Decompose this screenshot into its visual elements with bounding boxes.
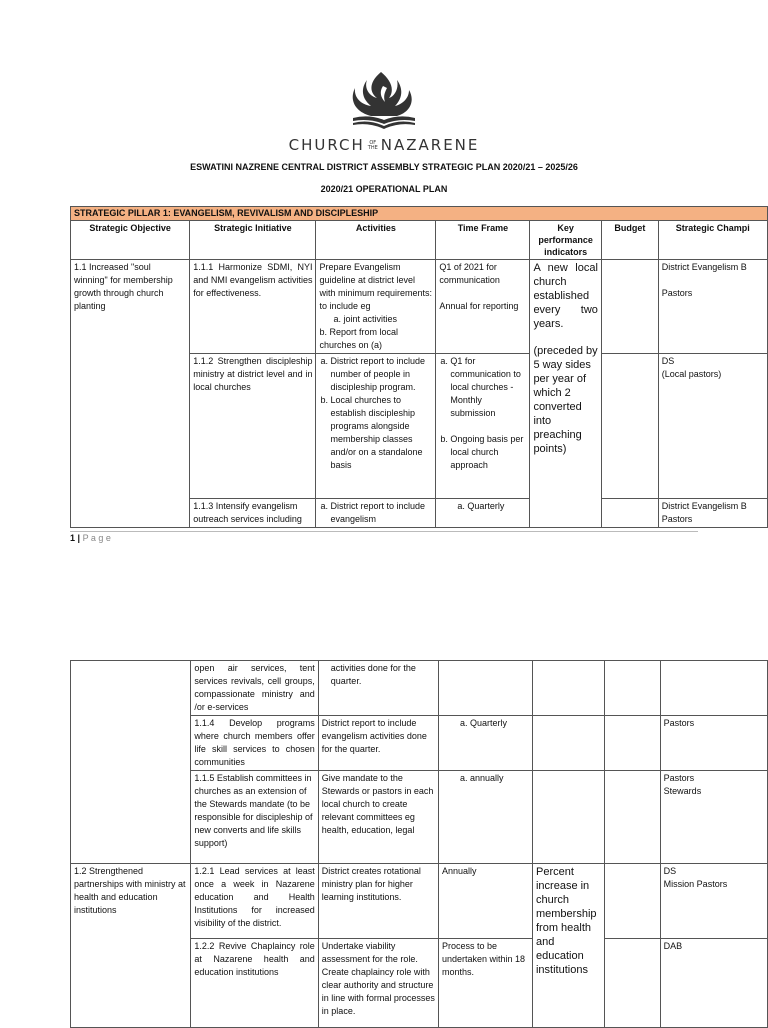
budget-cell — [604, 771, 660, 864]
objective-1-2: 1.2 Strengthened partnerships with ministry at health and education institutions — [71, 864, 191, 1028]
page-footer: 1 | P a g e — [70, 533, 111, 543]
activity-cell: activities done for the quarter. — [318, 661, 438, 716]
kpi-cell — [532, 771, 604, 864]
church-logo — [0, 68, 768, 154]
kpi-cell: A new local church established every two years. (preceded by 5 way sides per year of which 2 converted into preaching points) — [530, 260, 601, 528]
budget-cell — [604, 661, 660, 716]
header-objective: Strategic Objective — [71, 221, 190, 260]
table-row — [71, 260, 768, 354]
header-champion: Strategic Champi — [658, 221, 767, 260]
strategic-pillar-heading: STRATEGIC PILLAR 1: EVANGELISM, REVIVALISM AND DISCIPLESHIP — [71, 207, 768, 221]
timeframe-cell: a. Quarterly — [436, 499, 530, 528]
operational-plan-table — [70, 206, 768, 528]
champion-cell: District Evangelism B Pastors — [658, 260, 767, 354]
activity-cell: Prepare Evangelism guideline at district level with minimum requirements: to include eg a. joint activities b. Report from local churches on (a) — [316, 260, 436, 354]
champion-cell: Pastors Stewards — [660, 771, 767, 864]
initiative-1-1-5: 1.1.5 Establish committees in churches as an extension of the Stewards mandate (to be responsible for discipleship of new converts and life skills support) — [191, 771, 318, 864]
budget-cell — [601, 499, 658, 528]
table-row — [71, 864, 768, 939]
champion-cell: Pastors — [660, 716, 767, 771]
header-timeframe: Time Frame — [436, 221, 530, 260]
activity-cell: a. District report to include number of people in discipleship program. b. Local churches to establish discipleship programs alongside membership classes and/or on a standalone basis — [316, 354, 436, 499]
header-activities: Activities — [316, 221, 436, 260]
objective-1-1: 1.1 Increased "soul winning" for membership growth through church planting — [71, 260, 190, 528]
kpi-cell — [532, 716, 604, 771]
budget-cell — [601, 260, 658, 354]
champion-cell — [660, 661, 767, 716]
table-row — [71, 661, 768, 716]
initiative-1-2-1: 1.2.1 Lead services at least once a week in Nazarene education and Health Institutions for increased visibility of the district. — [191, 864, 318, 939]
document-title: ESWATINI NAZRENE CENTRAL DISTRICT ASSEMBLY STRATEGIC PLAN 2020/21 – 2025/26 — [190, 162, 578, 172]
champion-cell: DAB — [660, 939, 767, 1028]
activity-cell: District report to include evangelism activities done for the quarter. — [318, 716, 438, 771]
timeframe-cell — [438, 661, 532, 716]
initiative-1-1-2: 1.1.2 Strengthen discipleship ministry at district level and in local churches — [190, 354, 316, 499]
champion-cell: DS (Local pastors) — [658, 354, 767, 499]
activity-cell: Give mandate to the Stewards or pastors in each local church to create relevant committees eg health, education, legal — [318, 771, 438, 864]
kpi-cell: Percent increase in church membership from health and education institutions — [532, 864, 604, 1028]
budget-cell — [601, 354, 658, 499]
timeframe-cell: Annually — [438, 864, 532, 939]
timeframe-cell: a. Q1 for communication to local churches -Monthly submission b. Ongoing basis per local church approach — [436, 354, 530, 499]
operational-plan-table-continued — [70, 660, 768, 1028]
flame-book-icon — [339, 68, 429, 134]
champion-cell: DS Mission Pastors — [660, 864, 767, 939]
document-page-2 — [0, 660, 768, 1024]
initiative-1-1-4: 1.1.4 Develop programs where church members offer life skill services to chosen communities — [191, 716, 318, 771]
champion-cell: District Evangelism B Pastors — [658, 499, 767, 528]
logo-wordmark: CHURCH OF THE NAZARENE — [288, 136, 480, 154]
footer-divider — [70, 531, 698, 532]
initiative-continued: open air services, tent services revivals, cell groups, compassionate ministry and /or e-services — [191, 661, 318, 716]
initiative-1-2-2: 1.2.2 Revive Chaplaincy role at Nazarene health and education institutions — [191, 939, 318, 1028]
header-kpi: Key performance indicators — [530, 221, 601, 260]
document-subtitle: 2020/21 OPERATIONAL PLAN — [320, 184, 448, 194]
timeframe-cell: a. annually — [438, 771, 532, 864]
activity-cell: a. District report to include evangelism — [316, 499, 436, 528]
header-row — [71, 221, 768, 260]
initiative-1-1-1: 1.1.1 Harmonize SDMI, NYI and NMI evangelism activities for effectiveness. — [190, 260, 316, 354]
pillar-row — [71, 207, 768, 221]
timeframe-cell: Process to be undertaken within 18 months. — [438, 939, 532, 1028]
header-budget: Budget — [601, 221, 658, 260]
timeframe-cell: a. Quarterly — [438, 716, 532, 771]
header-initiative: Strategic Initiative — [190, 221, 316, 260]
budget-cell — [604, 716, 660, 771]
budget-cell — [604, 864, 660, 939]
budget-cell — [604, 939, 660, 1028]
objective-cell-empty — [71, 661, 191, 864]
activity-cell: District creates rotational ministry plan for higher learning institutions. — [318, 864, 438, 939]
activity-cell: Undertake viability assessment for the role. Create chaplaincy role with clear authority and structure in line with formal processes in place. — [318, 939, 438, 1028]
timeframe-cell: Q1 of 2021 for communication Annual for reporting — [436, 260, 530, 354]
initiative-1-1-3: 1.1.3 Intensify evangelism outreach services including — [190, 499, 316, 528]
kpi-cell — [532, 661, 604, 716]
